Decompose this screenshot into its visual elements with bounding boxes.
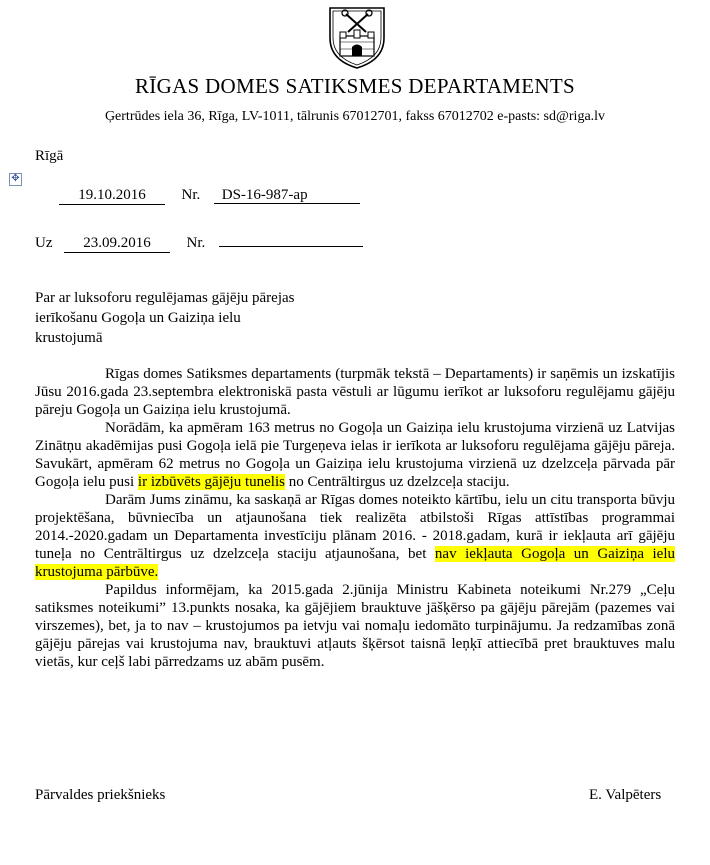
letter-body: [35, 365, 675, 671]
date-row: [59, 186, 360, 205]
paragraph: Rīgas domes Satiksmes departaments (turpmāk tekstā – Departaments) ir saņēmis un izskatījis Jūsu 2016.gada 23.septembra elektroniskā pasta vēstuli ar lūgumu ierīkot ar luksoforu regulējamu gājēju pāreju Gogoļa un Gaiziņa ielu krustojumā.: [35, 366, 675, 418]
paragraph: Papildus informējam, ka 2015.gada 2.jūnija Ministru Kabineta noteikumi Nr.279 „Ceļu satiksmes noteikumi” 13.punkts nosaka, ka gājējiem brauktuve jāšķērso pa gājēju pārejām (pazemes vai virszemes), bet, ja to nav – krustojumos pa ietvju vai nomaļu iedomāto turpinājumu. Ja redzamības zonā gājēju pārejas vai krustojuma nav, brauktuvi atļauts šķērsot taisnā leņķī attiecībā pret brauktuves malu vietās, kur ceļš labi pārredzams uz abām pusēm.: [35, 582, 675, 670]
subject-line: ierīkošanu Gogoļa un Gaiziņa ielu: [35, 310, 241, 326]
riga-coat-of-arms-icon: [326, 2, 388, 70]
nr-label: Nr.: [181, 187, 201, 203]
reference-row: [35, 228, 363, 253]
document-number: DS-16-987-ap: [214, 186, 360, 204]
table-move-handle-icon[interactable]: ✥: [9, 173, 22, 186]
organization-name: RĪGAS DOMES SATIKSMES DEPARTAMENTS: [135, 74, 575, 98]
subject-line: krustojumā: [35, 330, 103, 346]
subject-line: Par ar luksoforu regulējamas gājēju pārejas: [35, 290, 295, 306]
highlighted-text: nav iekļauta Gogoļa un Gaiziņa ielu krustojuma pārbūve.: [35, 546, 675, 580]
organization-address: Ģertrūdes iela 36, Rīga, LV-1011, tālrunis 67012701, fakss 67012702 e-pasts: sd@riga.lv: [104, 109, 606, 124]
reference-number: [219, 228, 363, 247]
subject: [35, 288, 294, 348]
page-bottom-edge: [30, 853, 680, 865]
paragraph: Darām Jums zināmu, ka saskaņā ar Rīgas domes noteikto kārtību, ielu un citu transporta būvju projektēšana, būvniecība un atjaunošana tiek realizēta atbilstoši Rīgas attīstības programmai 2014.-2020.gadam un Departamenta investīciju plānam 2016. - 2018.gadam, kurā ir iekļauta arī gājēju tuneļa no Centrāltirgus uz dzelzceļa staciju atjaunošana, bet nav iekļauta Gogoļa un Gaiziņa ielu krustojuma pārbūve.: [35, 492, 675, 580]
signatory-position: Pārvaldes priekšnieks: [35, 787, 166, 803]
uz-nr-label: Nr.: [186, 235, 206, 251]
highlighted-text: ir izbūvēts gājēju tunelis: [137, 474, 285, 490]
document-date: 19.10.2016: [59, 186, 165, 205]
paragraph: Norādām, ka apmēram 163 metrus no Gogoļa un Gaiziņa ielu krustojuma virzienā uz Latvijas Zinātņu akadēmijas pusi Gogoļa ielā pie Turgeņeva ielas ir ierīkota ar luksoforu regulējama gājēju pāreja. Savukārt, apmēram 62 metrus no Gogoļa un Gaiziņa ielu krustojuma virzienā uz dzelzceļa pārvada pār Gogoļa ielu pusi ir izbūvēts gājēju tunelis no Centrāltirgus uz dzelzceļa staciju.: [35, 420, 675, 490]
place: Rīgā: [35, 148, 64, 164]
reference-date: 23.09.2016: [64, 234, 170, 253]
uz-label: Uz: [35, 235, 53, 251]
signatory-name: E. Valpēters: [589, 787, 662, 803]
